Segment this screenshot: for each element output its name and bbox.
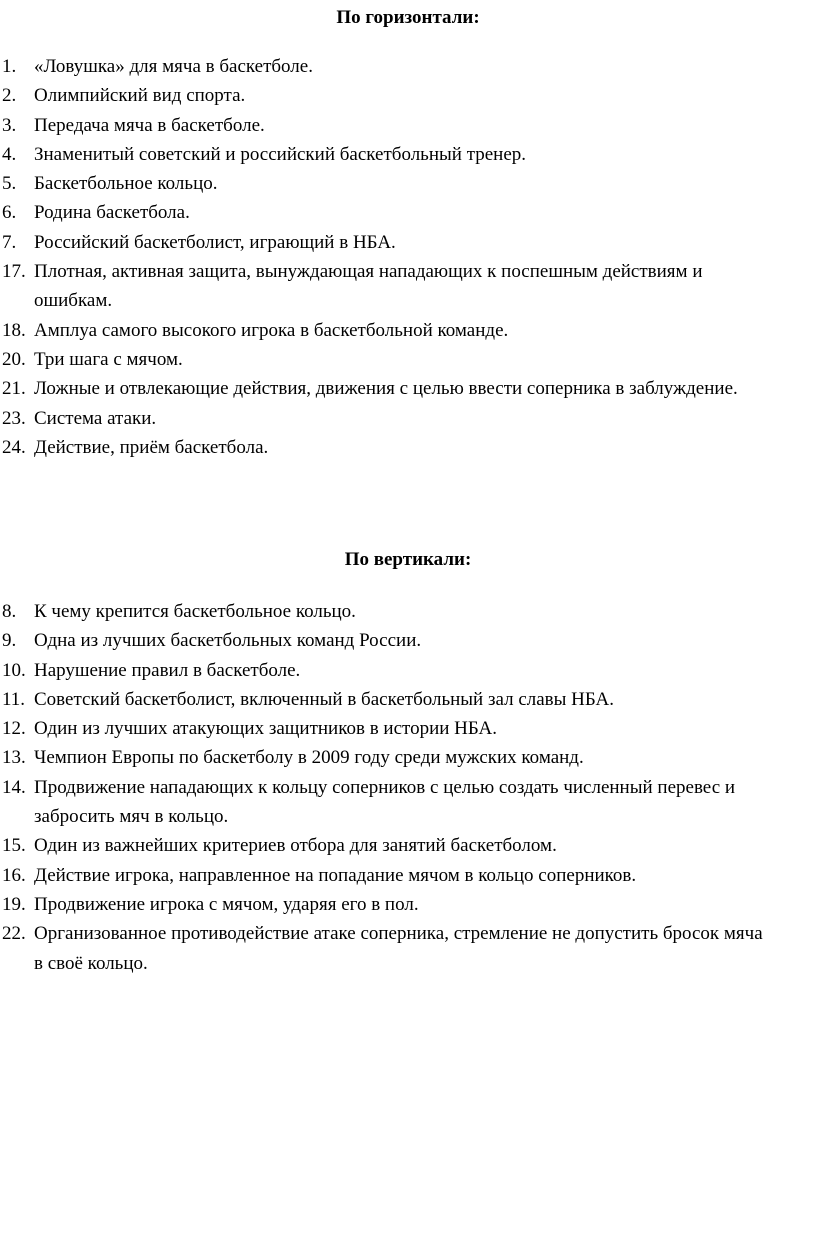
down-clue-10 [0,656,816,685]
clue-text: Амплуа самого высокого игрока в баскетбольной команде. [34,319,509,341]
down-clue-11 [0,685,816,714]
clue-number: 5. [2,173,17,195]
clue-text: «Ловушка» для мяча в баскетболе. [34,56,313,77]
clue-number: 8. [2,601,17,622]
clue-number: 16. [2,864,26,886]
across-clue-18 [0,316,816,345]
clue-number: 23. [2,407,26,429]
clue-number: 24. [2,436,26,458]
clue-number: 19. [2,893,26,915]
clue-number: 15. [2,835,26,857]
clue-text: Система атаки. [34,407,157,429]
down-clue-16 [0,861,816,890]
clue-number: 3. [2,114,17,136]
across-clue-list [0,52,816,462]
down-clue-19 [0,890,816,919]
across-clue-3 [0,111,816,140]
clue-text: Продвижение нападающих к кольцу соперников с целью создать численный перевес и забросить мяч в кольцо. [34,776,736,828]
down-clue-9 [0,626,816,655]
clue-number: 10. [2,659,26,681]
across-clue-24 [0,433,816,462]
clue-text: Передача мяча в баскетболе. [34,114,265,136]
across-heading: По горизонтали: [336,7,480,28]
clue-text: Чемпион Европы по баскетболу в 2009 году среди мужских команд. [34,747,584,769]
clue-number: 2. [2,85,17,107]
clue-number: 7. [2,231,17,253]
across-clue-6 [0,198,816,227]
across-clue-2 [0,81,816,110]
across-clue-17 [0,257,816,316]
down-clue-13 [0,743,816,772]
clue-number: 12. [2,718,26,740]
across-clue-20 [0,345,816,374]
clue-text: Ложные и отвлекающие действия, движения с целью ввести соперника в заблуждение. [34,378,738,400]
clue-text: Продвижение игрока с мячом, ударяя его в пол. [34,893,419,915]
clue-text: Баскетбольное кольцо. [34,173,218,195]
down-heading: По вертикали: [344,549,472,570]
down-clue-8 [0,597,816,626]
clue-number: 6. [2,202,17,224]
clue-number: 22. [2,923,26,945]
clue-number: 14. [2,776,26,798]
clue-text: Российский баскетболист, играющий в НБА. [34,231,396,253]
clue-text: Знаменитый советский и российский баскетбольный тренер. [34,143,527,165]
across-clue-7 [0,228,816,257]
clue-text: К чему крепится баскетбольное кольцо. [34,601,356,622]
down-clue-15 [0,831,816,860]
across-clue-23 [0,404,816,433]
clue-text: Действие, приём баскетбола. [34,436,269,458]
clue-text: Один из важнейших критериев отбора для занятий баскетболом. [34,835,557,857]
clue-text: Советский баскетболист, включенный в баскетбольный зал славы НБА. [34,688,615,710]
clue-text: Действие игрока, направленное на попадание мячом в кольцо соперников. [34,864,637,886]
clue-text: Один из лучших атакующих защитников в истории НБА. [34,718,498,740]
clue-number: 4. [2,143,17,165]
clue-text: Организованное противодействие атаке соперника, стремление не допустить бросок мяча в своё кольцо. [34,923,763,974]
down-clue-list [0,597,816,978]
down-clue-14 [0,773,816,832]
clue-number: 13. [2,747,26,769]
across-clue-1 [0,52,816,81]
clue-number: 17. [2,261,26,283]
clue-number: 9. [2,630,17,652]
clue-text: Родина баскетбола. [34,202,190,224]
clue-number: 20. [2,348,26,370]
across-clue-5 [0,169,816,198]
clue-text: Три шага с мячом. [34,348,183,370]
across-clue-4 [0,140,816,169]
clue-text: Олимпийский вид спорта. [34,85,246,107]
down-clue-22 [0,919,816,978]
clue-text: Одна из лучших баскетбольных команд России. [34,630,422,652]
across-clue-21 [0,374,816,403]
clue-number: 18. [2,319,26,341]
clue-text: Плотная, активная защита, вынуждающая нападающих к поспешным действиям и ошибкам. [34,261,703,312]
clue-number: 1. [2,56,17,77]
clue-number: 11. [2,688,26,710]
down-clue-12 [0,714,816,743]
clue-text: Нарушение правил в баскетболе. [34,659,301,681]
clue-number: 21. [2,378,26,400]
